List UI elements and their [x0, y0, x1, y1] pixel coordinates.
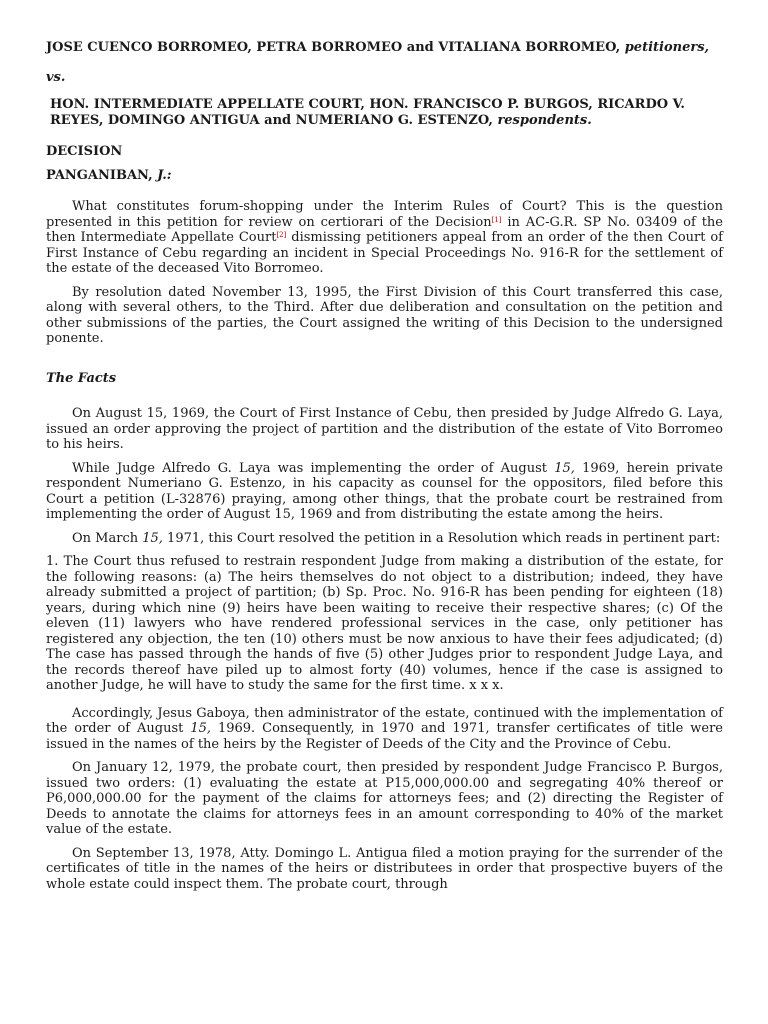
facts-p2-text-c: 1969, herein private respondent Numeriano G. Estenzo, in his capacity as counsel for the oppositors, filed before this Court a petition (L-32876) praying, among other things, that the probate court be restrained from implementing the order of August 15, 1969 and from distributing the estate among the heirs. — [46, 460, 723, 522]
petitioners-caption — [46, 40, 723, 56]
intro-paragraph-1 — [46, 199, 723, 277]
petitioners-role: petitioners, — [624, 40, 710, 55]
footnote-link-1[interactable]: [1] — [491, 215, 502, 224]
ponente-title: J.: — [157, 167, 172, 183]
facts-paragraph-6: On September 13, 1978, Atty. Domingo L. Antigua filed a motion praying for the surrender of the certificates of title in the names of the heirs or distributees in order that prospective buyers of the whole estate could inspect them. The probate court, through — [46, 845, 723, 892]
facts-paragraph-5: On January 12, 1979, the probate court, then presided by respondent Judge Francisco P. Burgos, issued two orders: (1) evaluating the estate at P15,000,000.00 and segregating 40% thereof or P6,000,000.00 for the payment of the claims for attorneys fees; and (2) directing the Register of Deeds to annotate the claims for attorneys fees in an amount corresponding to 40% of the market value of the estate. — [46, 760, 723, 837]
facts-paragraph-1: On August 15, 1969, the Court of First Instance of Cebu, then presided by Judge Alfredo G. Laya, issued an order approving the project of partition and the distribution of the estate of Vito Borromeo to his heirs. — [46, 406, 723, 452]
facts-paragraph-3 — [46, 531, 723, 547]
document-page — [46, 40, 723, 900]
facts-p4-text-a: Accordingly, Jesus Gaboya, then administrator of the estate, continued with the implementation of the order of August — [46, 705, 723, 736]
resolution-quote: 1. The Court thus refused to restrain respondent Judge from making a distribution of the estate, for the following reasons: (a) The heirs themselves do not object to a distribution; indeed, they have already submitted a project of partition; (b) Sp. Proc. No. 916-R has been pending for eighteen (18) years, during which nine (9) heirs have been waiting to receive their respective shares; (c) Of the eleven (11) lawyers who have rendered professional services in the case, only petitioner has registered any objection, the ten (10) others must be now anxious to have their fees adjudicated; (d) The case has passed through the hands of five (5) other Judges prior to respondent Judge Laya, and the records thereof have piled up to almost forty (40) volumes, hence if the case is assigned to another Judge, he will have to study the same for the first time. x x x. — [46, 554, 723, 693]
intro-text-b: in AC-G.R. SP No. 03409 of the then Intermediate Appellate Court — [46, 214, 724, 245]
facts-p3-text-c: 1971, this Court resolved the petition in a Resolution which reads in pertinent part: — [162, 530, 721, 546]
facts-p2-date-day: 15, — [554, 460, 575, 476]
respondents-caption — [46, 97, 723, 128]
facts-p3-date-day: 15, — [142, 530, 163, 546]
intro-text-a: What constitutes forum-shopping under the Interim Rules of Court? This is the question presented in this petition for review on certiorari of the Decision — [46, 199, 723, 230]
facts-p4-date-day: 15, — [190, 721, 212, 736]
facts-heading: The Facts — [46, 370, 117, 386]
intro-text-c: dismissing petitioners appeal from an order of the then Court of First Instance of Cebu regarding an incident in Special Proceedings No. 916-R for the settlement of the estate of the deceased Vito Borromeo. — [46, 230, 723, 276]
intro-paragraph-2: By resolution dated November 13, 1995, the First Division of this Court transferred this case, along with several others, to the Third. After due deliberation and consultation on the petition and other submissions of the parties, the Court assigned the writing of this Decision to the undersigned ponente. — [46, 284, 723, 346]
petitioners-names: JOSE CUENCO BORROMEO, PETRA BORROMEO and VITALIANA BORROMEO, — [46, 40, 621, 55]
respondents-role: respondents. — [497, 112, 592, 128]
ponente-name: PANGANIBAN, — [46, 167, 153, 183]
ponente-line — [46, 168, 723, 184]
facts-paragraph-2 — [46, 461, 723, 523]
facts-paragraph-4 — [46, 706, 723, 753]
decision-heading: DECISION — [46, 144, 123, 159]
footnote-link-2[interactable]: [2] — [276, 231, 287, 239]
facts-p4-text-c: 1969. Consequently, in 1970 and 1971, transfer certificates of title were issued in the names of the heirs by the Register of Deeds of the City and the Province of Cebu. — [46, 721, 723, 752]
respondents-names: HON. INTERMEDIATE APPELLATE COURT, HON. FRANCISCO P. BURGOS, RICARDO V. REYES, DOMINGO ANTIGUA and NUMERIANO G. ESTENZO, — [50, 97, 685, 128]
facts-p2-text-a: While Judge Alfredo G. Laya was implementing the order of August — [72, 460, 555, 476]
versus-label: vs. — [46, 69, 66, 85]
facts-p3-text-a: On March — [72, 530, 143, 546]
